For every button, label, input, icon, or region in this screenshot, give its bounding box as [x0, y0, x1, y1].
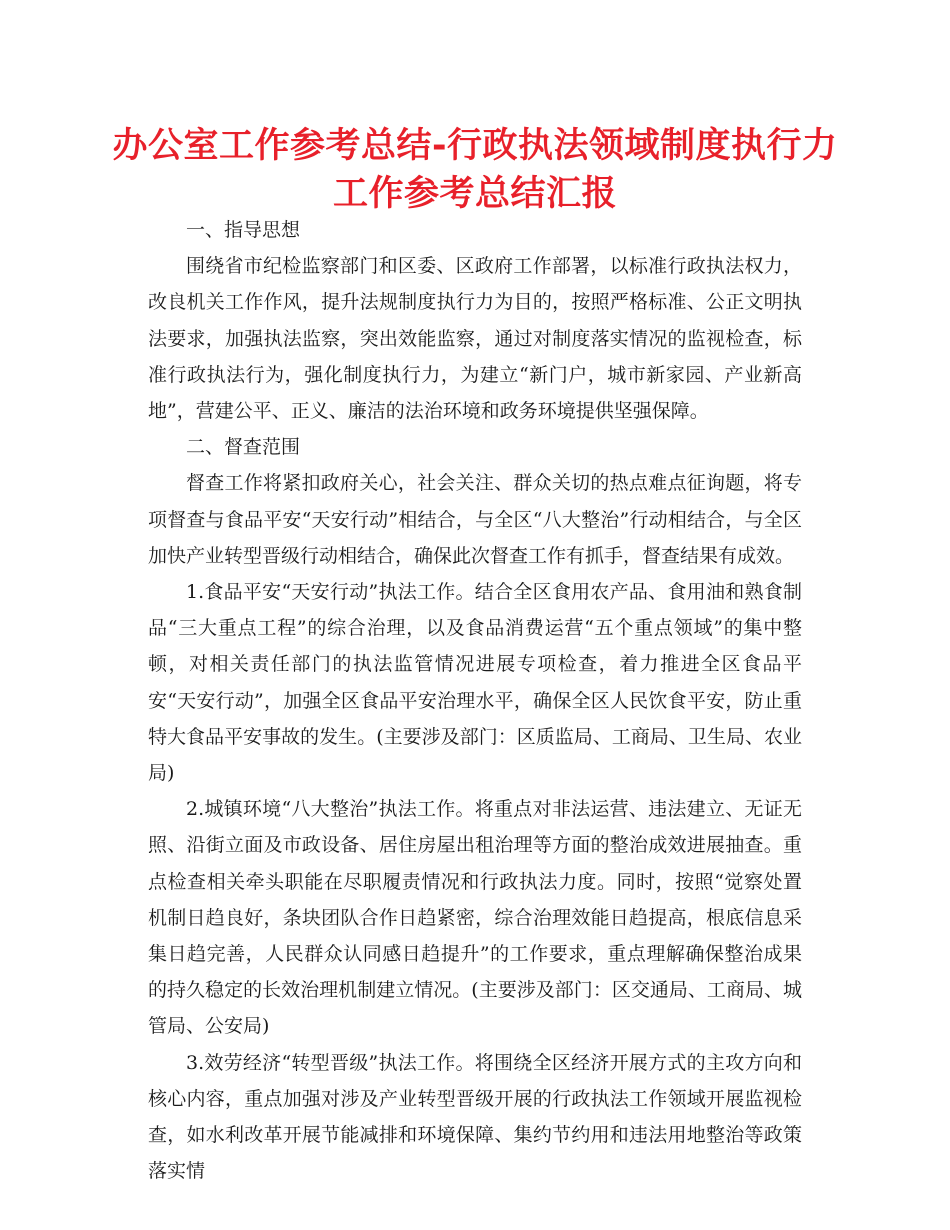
document-body [148, 212, 802, 1189]
section-heading-guiding-ideology: 一、指导思想 [186, 219, 301, 241]
title-line-2: 工作参考总结汇报 [332, 174, 617, 214]
paragraph-scope: 督查工作将紧扣政府关心，社会关注、群众关切的热点难点征询题，将专项督查与食品平安“天安行动”相结合，与全区“八大整治”行动相结合，与全区加快产业转型晋级行动相结合，确保此次督查工作有抓手，督查结果有成效。 [148, 472, 802, 567]
paragraph-item-2: 2.城镇环境“八大整治”执法工作。将重点对非法运营、违法建立、无证无照、沿街立面及市政设备、居住房屋出租治理等方面的整治成效进展抽查。重点检查相关牵头职能在尽职履责情况和行政执法力度。同时，按照“觉察处置机制日趋良好，条块团队合作日趋紧密，综合治理效能日趋提高，根底信息采集日趋完善，人民群众认同感日趋提升”的工作要求，重点理解确保整治成果的持久稳定的长效治理机制建立情况。(主要涉及部门：区交通局、工商局、城管局、公安局) [148, 798, 802, 1038]
document-title [100, 122, 850, 218]
section-heading-scope: 二、督查范围 [186, 436, 301, 459]
title-line-1: 办公室工作参考总结-行政执法领域制度执行力 [112, 126, 838, 166]
paragraph-item-3: 3.效劳经济“转型晋级”执法工作。将围绕全区经济开展方式的主攻方向和核心内容，重点加强对涉及产业转型晋级开展的行政执法工作领域开展监视检查，如水利改革开展节能减排和环境保障、集约节约用和违法用地整治等政策落实情 [148, 1051, 802, 1183]
paragraph-item-1: 1.食品平安“天安行动”执法工作。结合全区食用农产品、食用油和熟食制品“三大重点工程”的综合治理，以及食品消费运营“五个重点领域”的集中整顿，对相关责任部门的执法监管情况进展专项检查，着力推进全区食品平安“天安行动”，加强全区食品平安治理水平，确保全区人民饮食平安，防止重特大食品平安事故的发生。(主要涉及部门：区质监局、工商局、卫生局、农业局) [148, 581, 802, 785]
paragraph-guiding-ideology: 围绕省市纪检监察部门和区委、区政府工作部署，以标准行政执法权力，改良机关工作作风，提升法规制度执行力为目的，按照严格标准、公正文明执法要求，加强执法监察，突出效能监察，通过对制度落实情况的监视检查，标准行政执法行为，强化制度执行力，为建立“新门户，城市新家园、产业新高地”，营建公平、正义、廉洁的法治环境和政务环境提供坚强保障。 [148, 255, 802, 423]
